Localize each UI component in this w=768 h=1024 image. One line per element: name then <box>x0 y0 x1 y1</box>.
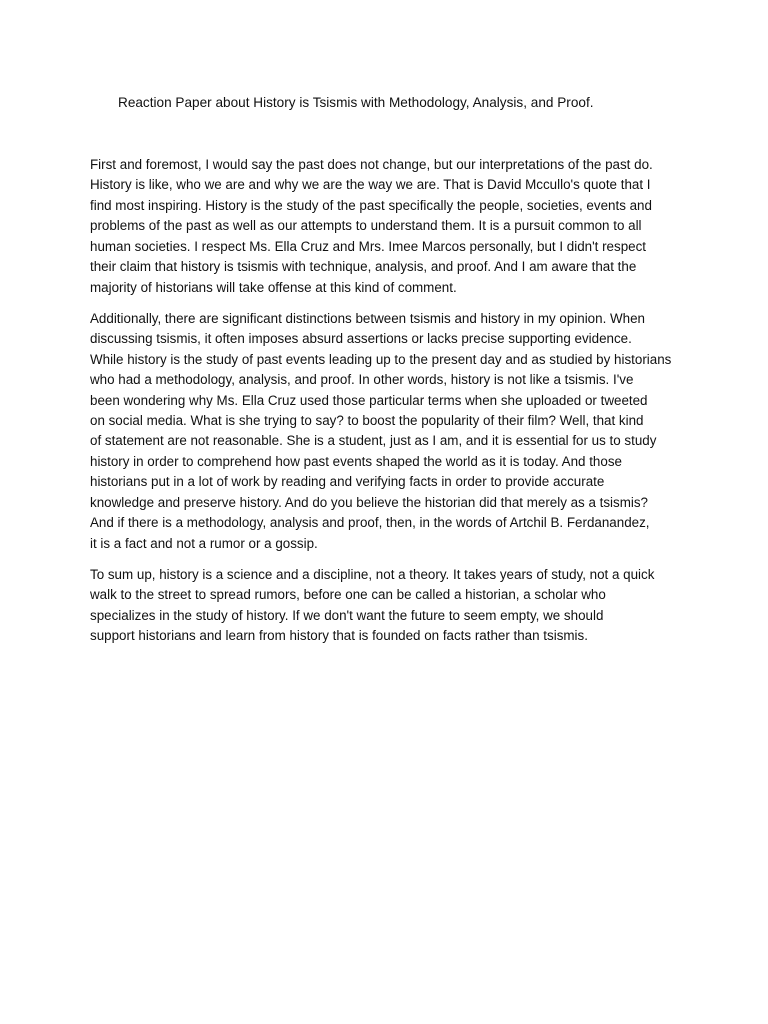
paragraph-line: who had a methodology, analysis, and proof. In other words, history is not like a tsismis. I've <box>90 372 634 388</box>
paragraph-line: First and foremost, I would say the past does not change, but our interpretations of the past do. <box>90 157 653 172</box>
paragraph-line: Additionally, there are significant distinctions between tsismis and history in my opinion. When <box>90 310 645 326</box>
document-title: Reaction Paper about History is Tsismis with Methodology, Analysis, and Proof. <box>118 95 594 110</box>
document-body <box>90 155 682 657</box>
paragraph-line: To sum up, history is a science and a discipline, not a theory. It takes years of study, not a quick <box>90 566 655 582</box>
paragraph-line: of statement are not reasonable. She is a student, just as I am, and it is essential for us to study <box>90 433 657 449</box>
paragraph-line: support historians and learn from history that is founded on facts rather than tsismis. <box>90 628 588 644</box>
paragraph-line: history in order to comprehend how past events shaped the world as it is today. And those <box>90 453 622 469</box>
paragraph-conclusion <box>90 565 682 647</box>
paragraph-line: And if there is a methodology, analysis and proof, then, in the words of Artchil B. Ferdanandez, <box>90 515 650 531</box>
paragraph-distinctions <box>90 309 682 554</box>
paragraph-line: knowledge and preserve history. And do you believe the historian did that merely as a tsismis? <box>90 494 648 510</box>
paragraph-line: History is like, who we are and why we are the way we are. That is David Mccullo's quote that I <box>90 177 651 193</box>
paragraph-line: it is a fact and not a rumor or a gossip. <box>90 535 318 551</box>
paragraph-line: majority of historians will take offense at this kind of comment. <box>90 279 457 295</box>
paragraph-line: While history is the study of past events leading up to the present day and as studied by historians <box>90 351 672 367</box>
paragraph-line: human societies. I respect Ms. Ella Cruz and Mrs. Imee Marcos personally, but I didn't respect <box>90 238 647 254</box>
paragraph-line: their claim that history is tsismis with technique, analysis, and proof. And I am aware that the <box>90 259 637 275</box>
paragraph-line: on social media. What is she trying to say? to boost the popularity of their film? Well, that kind <box>90 413 644 429</box>
paragraph-line: been wondering why Ms. Ella Cruz used those particular terms when she uploaded or tweeted <box>90 392 648 408</box>
paragraph-line: discussing tsismis, it often imposes absurd assertions or lacks precise supporting evidence. <box>90 331 632 347</box>
paragraph-line: find most inspiring. History is the study of the past specifically the people, societies, events and <box>90 197 652 213</box>
paragraph-introduction <box>90 155 682 298</box>
paragraph-line: problems of the past as well as our attempts to understand them. It is a pursuit common to all <box>90 218 642 234</box>
paragraph-line: walk to the street to spread rumors, before one can be called a historian, a scholar who <box>90 587 606 603</box>
paragraph-line: specializes in the study of history. If we don't want the future to seem empty, we should <box>90 607 604 623</box>
paragraph-line: historians put in a lot of work by reading and verifying facts in order to provide accurate <box>90 474 605 490</box>
